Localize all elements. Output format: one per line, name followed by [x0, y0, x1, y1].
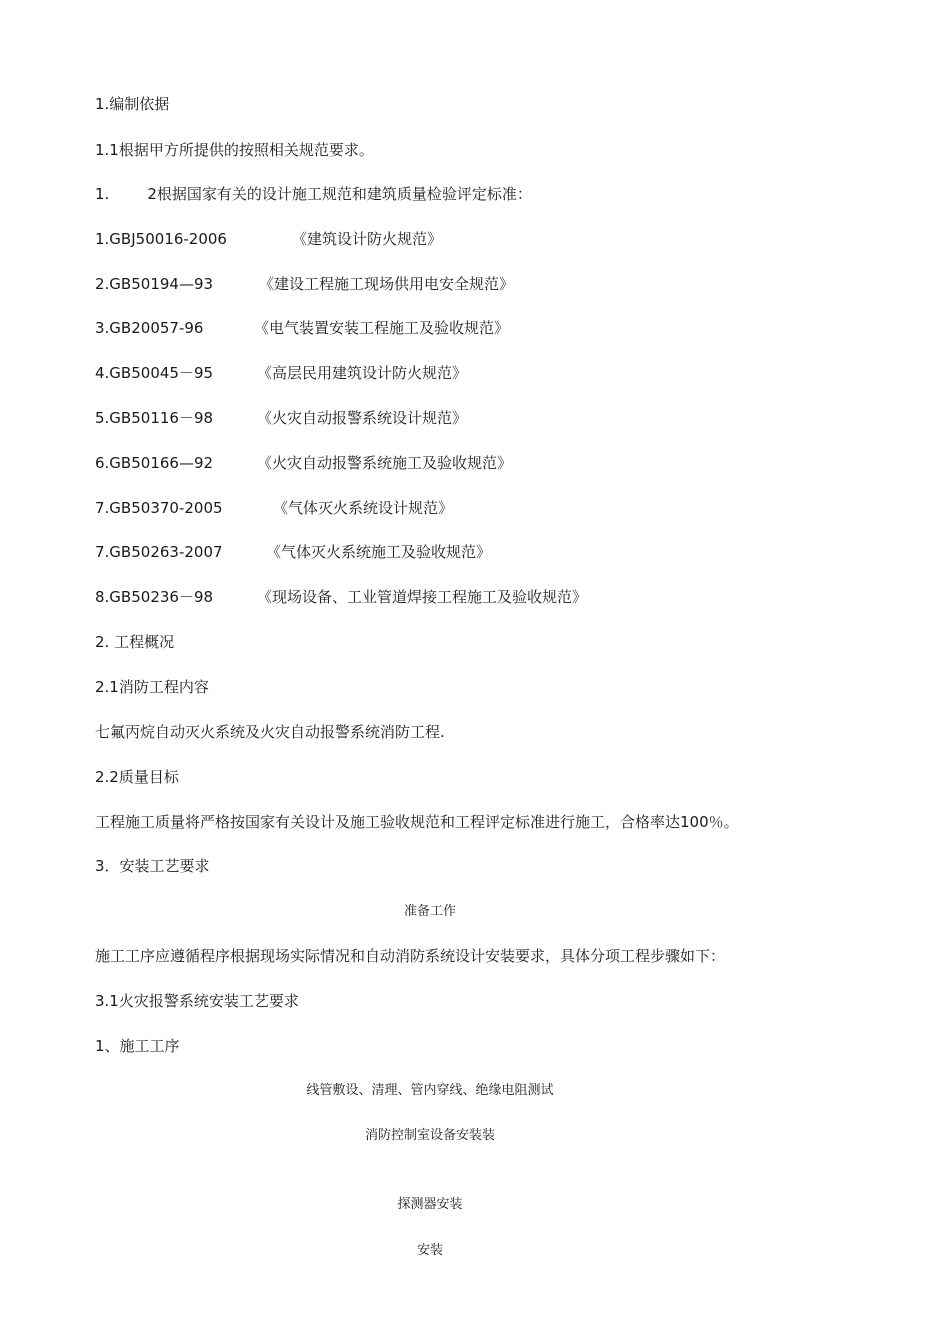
standard-code: 5.GB50116－98	[95, 409, 214, 427]
section-3-text: 施工工序应遵循程序根据现场实际情况和自动消防系统设计安装要求，具体分项工程步骤如下：	[95, 947, 726, 965]
standard-item	[95, 274, 515, 294]
flow-step: 线管敷设、清理、管内穿线、绝缘电阻测试	[306, 1083, 554, 1098]
standard-title: 《气体灭火系统施工及验收规范》	[266, 543, 492, 561]
flow-step: 探测器安装	[397, 1197, 463, 1212]
standard-title: 《建设工程施工现场供用电安全规范》	[259, 275, 515, 293]
flow-step: 消防控制室设备安装装	[364, 1128, 495, 1143]
section-3-1-heading: 3.1火灾报警系统安装工艺要求	[95, 992, 299, 1010]
standard-title: 《气体灭火系统设计规范》	[273, 499, 454, 517]
section-1-heading: 1.编制依据	[95, 95, 170, 113]
standard-item	[95, 498, 454, 518]
standard-title: 《现场设备、工业管道焊接工程施工及验收规范》	[257, 588, 588, 606]
standard-title: 《火灾自动报警系统设计规范》	[257, 409, 468, 427]
section-1-2-body: 2根据国家有关的设计施工规范和建筑质量检验评定标准：	[147, 185, 532, 203]
section-2-2-heading: 2.2质量目标	[95, 768, 179, 786]
section-2-1-heading: 2.1消防工程内容	[95, 678, 209, 696]
flow-prep-label: 准备工作	[403, 904, 456, 919]
standard-code: 6.GB50166—92	[95, 454, 214, 472]
section-1-2-number: 1.	[95, 185, 110, 203]
standard-code: 4.GB50045－95	[95, 364, 214, 382]
flow-step: 安装	[416, 1243, 443, 1258]
standard-title: 《火灾自动报警系统施工及验收规范》	[257, 454, 513, 472]
standard-item	[95, 229, 443, 249]
standard-item	[95, 453, 513, 473]
standard-item	[95, 318, 510, 338]
standard-item	[95, 587, 588, 607]
standard-code: 7.GB50370-2005	[95, 499, 223, 517]
section-1-2-text	[95, 184, 532, 204]
standard-item	[95, 408, 468, 428]
section-2-2-text: 工程施工质量将严格按国家有关设计及施工验收规范和工程评定标准进行施工，合格率达100％。	[95, 813, 739, 831]
standard-code: 3.GB20057-96	[95, 319, 204, 337]
standard-item	[95, 363, 468, 383]
section-2-1-text: 七氟丙烷自动灭火系统及火灾自动报警系统消防工程.	[95, 723, 445, 741]
section-3-1-item-1: 1、施工工序	[95, 1037, 180, 1055]
standard-code: 7.GB50263-2007	[95, 543, 223, 561]
standard-title: 《电气装置安装工程施工及验收规范》	[254, 319, 510, 337]
standard-code: 1.GBJ50016-2006	[95, 230, 227, 248]
standard-title: 《高层民用建筑设计防火规范》	[257, 364, 468, 382]
section-1-1-text: 1.1根据甲方所提供的按照相关规范要求。	[95, 141, 374, 159]
standard-code: 8.GB50236－98	[95, 588, 214, 606]
section-3-heading: 3．安装工艺要求	[95, 857, 210, 875]
standard-code: 2.GB50194—93	[95, 275, 214, 293]
section-2-heading: 2. 工程概况	[95, 633, 175, 651]
standard-title: 《建筑设计防火规范》	[292, 230, 443, 248]
standard-item	[95, 542, 492, 562]
